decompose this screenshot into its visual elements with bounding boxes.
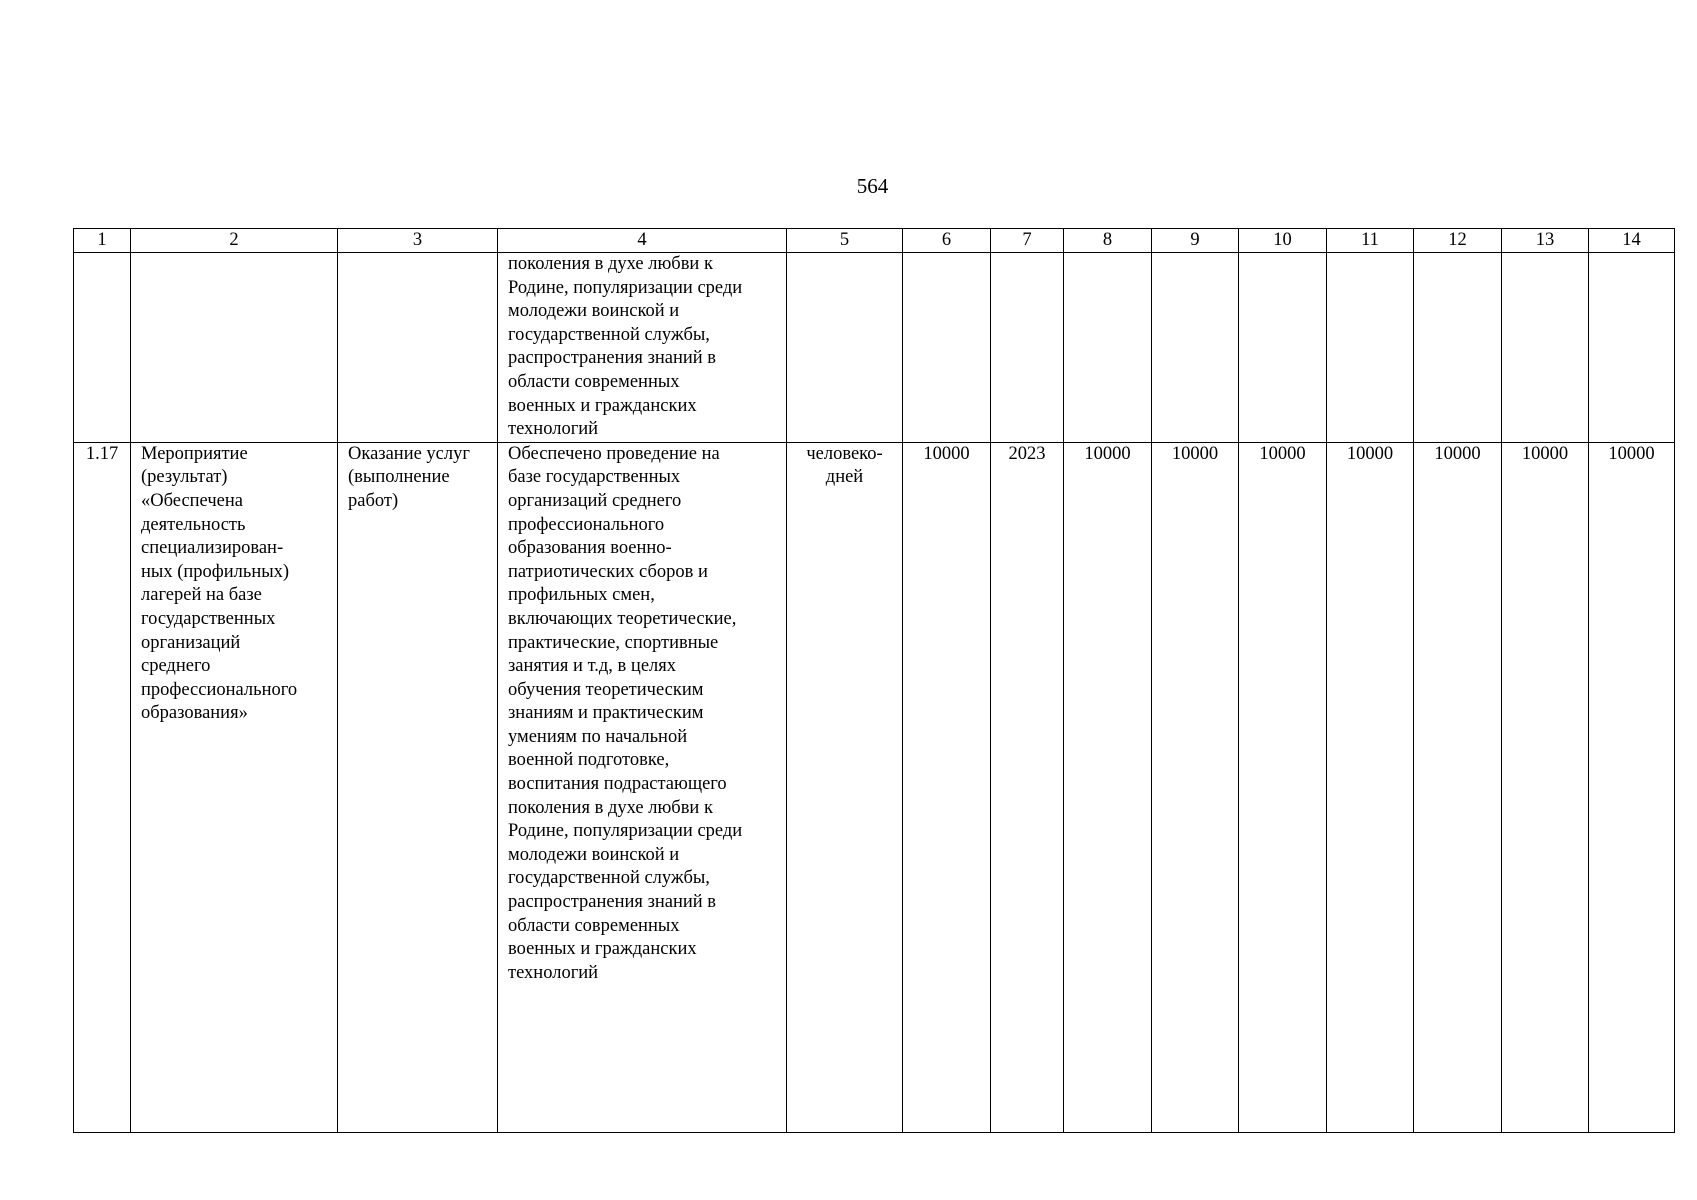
column-number-8: 8	[1064, 229, 1152, 253]
column-number-11: 11	[1327, 229, 1414, 253]
column-number-3: 3	[338, 229, 498, 253]
column-number-2: 2	[131, 229, 338, 253]
value-col-11: 10000	[1327, 442, 1414, 1132]
table-cell	[338, 253, 498, 443]
table-cell	[1064, 253, 1152, 443]
table-cell	[1327, 253, 1414, 443]
table-cell	[1502, 253, 1589, 443]
event-description: Обеспечено проведение на базе государственных организаций среднего профессионального образования военно- патриотических сборов и профильных смен, включающих теоретические, практические, спортивные занятия и т.д, в целях обучения теоретическим знаниям и практическим умениям по начальной военной подготовке, воспитания подрастающего поколения в духе любви к Родине, популяризации среди молодежи воинской и государственной службы, распространения знаний в области современных военных и гражданских технологий	[498, 442, 787, 1132]
column-number-12: 12	[1414, 229, 1502, 253]
value-col-8: 10000	[1064, 442, 1152, 1132]
event-type: Оказание услуг (выполнение работ)	[338, 442, 498, 1132]
table-cell	[1589, 253, 1675, 443]
table-row-continuation	[74, 253, 1675, 443]
base-year: 2023	[991, 442, 1064, 1132]
column-number-9: 9	[1152, 229, 1239, 253]
column-number-4: 4	[498, 229, 787, 253]
column-number-10: 10	[1239, 229, 1327, 253]
value-col-13: 10000	[1502, 442, 1589, 1132]
table-cell	[131, 253, 338, 443]
table-row-1-17	[74, 442, 1675, 1132]
column-number-6: 6	[903, 229, 991, 253]
table-cell	[991, 253, 1064, 443]
table-cell	[1414, 253, 1502, 443]
table-cell	[1239, 253, 1327, 443]
column-number-14: 14	[1589, 229, 1675, 253]
event-name: Мероприятие (результат) «Обеспечена деятельность специализирован- ных (профильных) лагерей на базе государственных организаций среднего профессионального образования»	[131, 442, 338, 1132]
value-col-9: 10000	[1152, 442, 1239, 1132]
description-continuation: поколения в духе любви к Родине, популяризации среди молодежи воинской и государственной службы, распространения знаний в области современных военных и гражданских технологий	[498, 253, 787, 443]
column-number-7: 7	[991, 229, 1064, 253]
table-cell	[787, 253, 903, 443]
column-number-1: 1	[74, 229, 131, 253]
column-number-5: 5	[787, 229, 903, 253]
base-value: 10000	[903, 442, 991, 1132]
table-header-row	[74, 229, 1675, 253]
value-col-12: 10000	[1414, 442, 1502, 1132]
table-cell	[903, 253, 991, 443]
table-cell	[1152, 253, 1239, 443]
column-number-13: 13	[1502, 229, 1589, 253]
value-col-14: 10000	[1589, 442, 1675, 1132]
value-col-10: 10000	[1239, 442, 1327, 1132]
row-number: 1.17	[74, 442, 131, 1132]
unit-of-measure: человеко- дней	[787, 442, 903, 1132]
table-cell	[74, 253, 131, 443]
page-number: 564	[856, 174, 889, 198]
results-table	[73, 228, 1675, 1133]
